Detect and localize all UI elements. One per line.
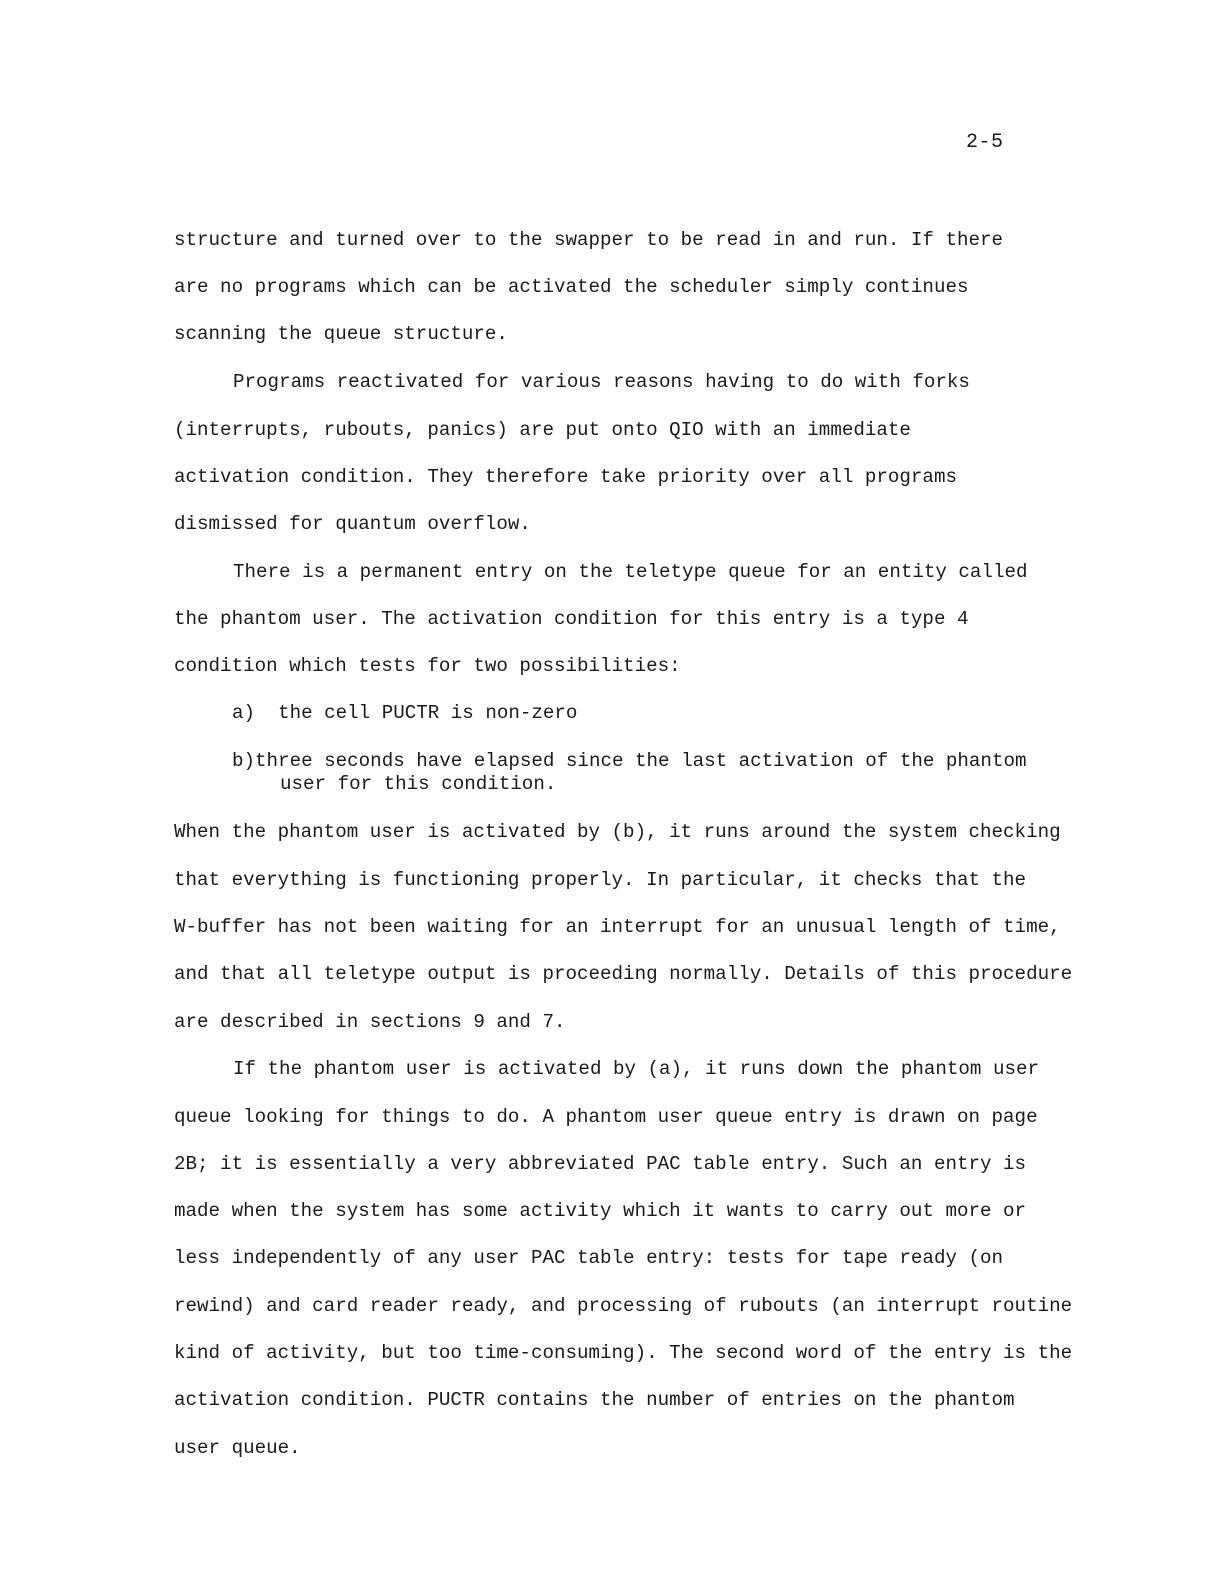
paragraph-3-line-3: condition which tests for two possibilities: [174, 655, 681, 677]
paragraph-5-line-4: made when the system has some activity which it wants to carry out more or [174, 1200, 1027, 1222]
list-item-b-text: three seconds have elapsed since the last activation of the phantom [255, 750, 1027, 772]
paragraph-2-line-3: activation condition. They therefore take priority over all programs [174, 466, 957, 488]
paragraph-2-line-2: (interrupts, rubouts, panics) are put onto QIO with an immediate [174, 419, 911, 441]
paragraph-1-line-2: are no programs which can be activated the scheduler simply continues [174, 276, 969, 298]
paragraph-5-line-7: kind of activity, but too time-consuming). The second word of the entry is the [174, 1342, 1073, 1364]
list-item-a [232, 701, 577, 725]
page-number: 2-5 [966, 131, 1004, 154]
paragraph-3-line-2: the phantom user. The activation condition for this entry is a type 4 [174, 608, 969, 630]
paragraph-4-line-3: W-buffer has not been waiting for an interrupt for an unusual length of time, [174, 916, 1061, 938]
paragraph-4-line-4: and that all teletype output is proceeding normally. Details of this procedure [174, 963, 1073, 985]
paragraph-1-line-1: structure and turned over to the swapper to be read in and run. If there [174, 229, 1004, 251]
paragraph-2-line-1: Programs reactivated for various reasons having to do with forks [233, 371, 970, 393]
paragraph-4-line-1: When the phantom user is activated by (b), it runs around the system checking [174, 821, 1061, 843]
paragraph-4-line-2: that everything is functioning properly. In particular, it checks that the [174, 869, 1027, 891]
paragraph-1-line-3: scanning the queue structure. [174, 323, 508, 345]
list-item-a-text: the cell PUCTR is non-zero [278, 702, 578, 724]
paragraph-5-line-9: user queue. [174, 1437, 301, 1459]
list-item-b-continuation: user for this condition. [280, 773, 557, 795]
list-item-b-marker: b) [232, 750, 256, 772]
paragraph-5-line-6: rewind) and card reader ready, and processing of rubouts (an interrupt routine [174, 1295, 1073, 1317]
paragraph-2-line-4: dismissed for quantum overflow. [174, 513, 531, 535]
list-item-a-marker: a) [232, 702, 256, 724]
paragraph-5-line-2: queue looking for things to do. A phantom user queue entry is drawn on page [174, 1106, 1038, 1128]
paragraph-3-line-1: There is a permanent entry on the teletype queue for an entity called [233, 561, 1028, 583]
paragraph-5-line-5: less independently of any user PAC table entry: tests for tape ready (on [174, 1247, 1004, 1269]
paragraph-5-line-3: 2B; it is essentially a very abbreviated PAC table entry. Such an entry is [174, 1153, 1027, 1175]
list-item-b [232, 749, 1027, 773]
paragraph-4-line-5: are described in sections 9 and 7. [174, 1011, 566, 1033]
paragraph-5-line-1: If the phantom user is activated by (a), it runs down the phantom user [233, 1058, 1040, 1080]
paragraph-5-line-8: activation condition. PUCTR contains the number of entries on the phantom [174, 1389, 1015, 1411]
